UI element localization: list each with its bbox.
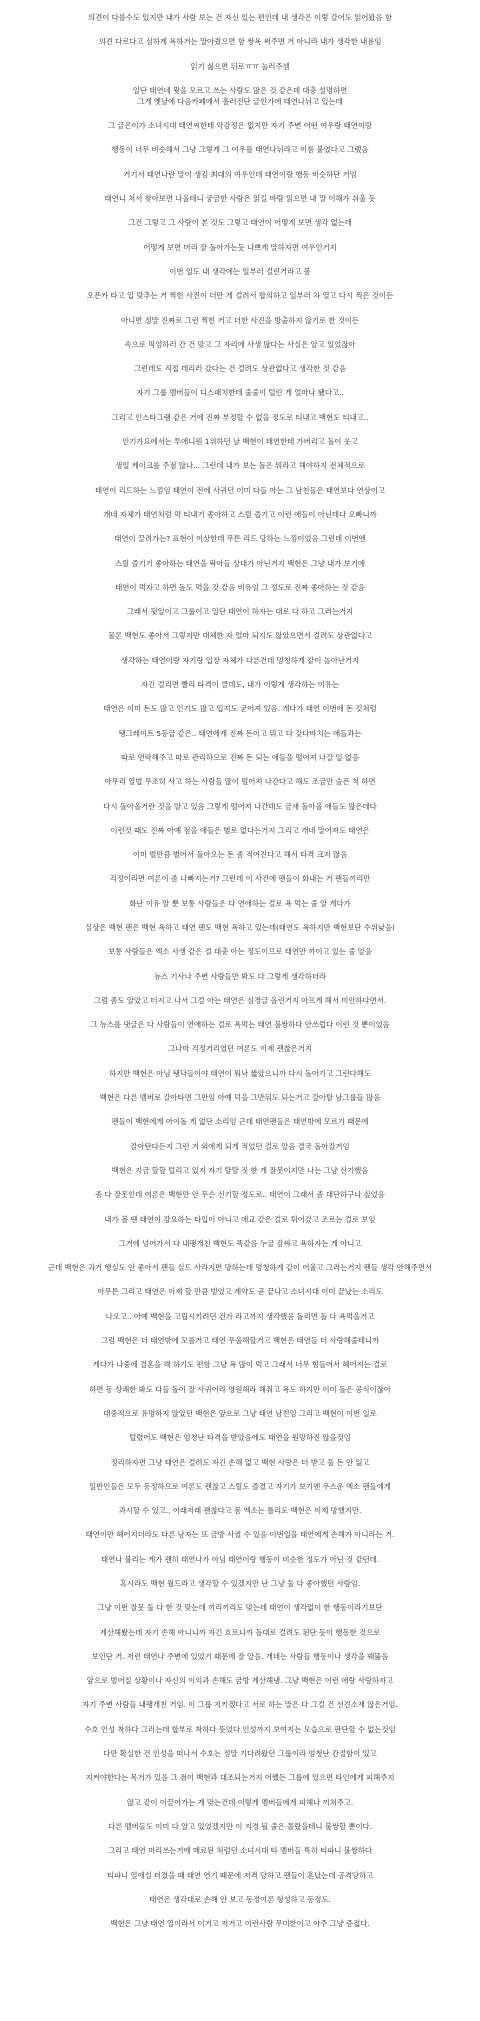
paragraph [6, 873, 474, 884]
text-line: 백현은 지금 할할 털리고 있지 자기 탈탈 짓 한 게 잘못이지만 나는 그냥 신기했음 [111, 1165, 369, 1175]
paragraph [6, 1627, 474, 1638]
text-line: 의견 다르다고 심하게 욕하거는 말아줬으면 함 쌍욕 써주면 거 아니라 내가 생각한 내용임 [98, 37, 382, 47]
text-line: 일단 태연네 뭣을 모르고 쓰는 사람도 많은 것 같은데 대충 설명하면 [132, 85, 348, 95]
paragraph [6, 582, 474, 593]
paragraph [6, 387, 474, 398]
paragraph [6, 533, 474, 544]
paragraph [6, 898, 474, 909]
paragraph [6, 509, 474, 520]
text-line: 않고 같이 이끌어가는 게 맞는건데 이렇게 멤버들에게 피해나 끼쳐주고. [126, 1797, 354, 1807]
paragraph [6, 1068, 474, 1079]
text-line: 이런것 때도 진짜 아예 점을 애들은 별로 없다는거지 그리고 개네 말어져도 태연은 [110, 825, 370, 835]
paragraph [6, 242, 474, 253]
text-line: 물론 백현도 좋아서 그렇지만 대체한 자 얼마 되지도 않았으면서 걸려도 상관없다고 [107, 631, 373, 641]
paragraph [6, 1724, 474, 1735]
text-line: 탱그레이트 5등급 같은.. 태연에게 진짜 돈이고 뭐고 다 갖다바치는 애들과는 [118, 728, 362, 738]
paragraph [6, 1918, 474, 1929]
text-line: 자긴 걸리면 빨리 타격이 클데도, 내가 이렇게 생각하는 이유는 [141, 680, 339, 690]
paragraph [6, 971, 474, 982]
paragraph [6, 1699, 474, 1710]
paragraph [6, 703, 474, 714]
paragraph [6, 363, 474, 374]
text-line: 아무리 열법 무조히 사고 하는 사람들 많이 떨어져 나간다고 해도 조금만 슬픈 척 하면 [104, 777, 376, 787]
paragraph [6, 1141, 474, 1152]
text-line: 생각하는 태연이랑 자기랑 입장 자체가 다른건데 멍청하게 같이 놀아난거지 [120, 655, 360, 665]
text-line: 태연이 먹자고 하면 돌도 먹을 것 같음 비유임 그 정도로 진짜 좋아하는 것 같음 [115, 582, 365, 592]
text-line: 보통 사람들은 엑소 사생 같은 걸 대충 아는 정도이므로 태연만 까이고 있는 줄 알음 [108, 947, 372, 957]
paragraph [6, 922, 474, 933]
paragraph [6, 12, 474, 23]
text-line: 나오고.. 아예 백현을 고립시키려던 건가 라고까지 생각했음 돌리면 돌 다 욕먹을거고 [105, 1311, 375, 1321]
text-line: 자기 주변 사람들 내팽개친 거임. 이 그룹 지키겠다고 서로 하는 말은 다 그걸 건 선견소재 않은거임. [82, 1700, 398, 1710]
text-line: 태연이만 헤어지더라도 다른 남자는 또 금방 사귈 수 있음 이번일을 태연에게 손해가 아니라는 거. [85, 1530, 395, 1540]
paragraph [6, 1529, 474, 1540]
paragraph [6, 85, 474, 107]
paragraph [6, 1870, 474, 1881]
text-line: 읽기 싫으면 뒤로ㅠㅠ 눌러주셈 [190, 61, 290, 71]
paragraph [6, 1554, 474, 1565]
paragraph [6, 266, 474, 277]
text-line: 태연이 리드하는 느낌임 태연이 전에 사귀던 이미 다들 아는 그 남친들은 태연보다 연상이고 [95, 485, 385, 495]
text-line: 따로 연락해주고 따로 관리하므로 진짜 돈 되는 애들을 떨어져 나갈 일 없음 [121, 752, 359, 762]
text-line: 하면 동 상쾌한 봐도 다들 돌이 잘 사귀어라 영원해라 해줘고 욕도 하지만 이미 돌은 공식이잖아 [89, 1384, 391, 1394]
text-line: 오픈카 타고 입 맞추는 거 찍힌 사진이 더만 게 걸려서 합의하고 일부러 차 열고 다시 찍은 것이든 [86, 291, 394, 301]
paragraph [6, 1432, 474, 1443]
paragraph [6, 1214, 474, 1225]
paragraph [6, 1092, 474, 1103]
paragraph [6, 1238, 474, 1249]
paragraph [6, 630, 474, 641]
text-line: 태연니 쳐서 찾아보면 나올테니 궁금한 사람은 읽길 바람 읽으면 내 말 이해가 쉬울 듯 [104, 194, 376, 204]
paragraph [6, 339, 474, 350]
text-line: 다만 확실한 건 인성을 떠나서 수호는 정말 기다려왔던 그룹이라 엄청난 간절함이 있고 [103, 1749, 377, 1759]
paragraph [6, 315, 474, 326]
text-line: 백현은 다른 멤버로 갈아타면 그만임 아예 덕을 그만둬도 되는거고 갈아탈 남그룹들 많음 [99, 1093, 381, 1103]
text-line: 털렸어도 백현은 엄청난 타격을 받았음에도 태연을 원망하진 않을것임 [129, 1433, 351, 1443]
paragraph [6, 1505, 474, 1516]
paragraph [6, 606, 474, 617]
paragraph [6, 412, 474, 423]
text-line: 게다가 나중에 결혼을 해 하기도 편함 그냥 욕 많이 먹고 그래서 너무 힘들어서 헤어지는 걸로 [92, 1360, 388, 1370]
text-line: 내가 볼 땐 태연이 강요하는 타입이 아니고 애교 같은 걸로 튀어갔고 조르는 걸로 보임 [104, 1214, 376, 1224]
text-line: 그럼 좀도 알았고 터지고 나서 그걸 아는 태연은 심경글 올린거지 아프게 해서 미안하다면서. [93, 995, 387, 1005]
text-line: 백현은 그냥 태연 열이라서 이거고 저거고 이런사람 무미한이고 아주 그냥 증접다. [110, 1919, 370, 1929]
text-line: 속으로 띡엄하러 간 건 맞고 그 자리에 사생 많다는 사실은 알고 있었잖아 [124, 339, 356, 349]
text-line: 좀 다 잘못인데 여론은 백현만 안 무슨 신기할 정도로.. 태연이 그래서 좀 대단하구나 싶었음 [95, 1190, 385, 1200]
paragraph [6, 1165, 474, 1176]
text-line: 의견이 다를수도 있지만 내가 사람 보는 건 자신 있는 편인데 내 생각은 이렇 갈어도 읽어왔음 함 [88, 13, 392, 22]
paragraph [6, 217, 474, 228]
text-line: 갈아탄다든지 그런 거 외에게 되게 적었던 걸로 알음 결국 돌아갈거임 [130, 1141, 350, 1151]
text-line: 지켜야한다는 목거가 있음 그 점이 백현과 대조되는거지 어쨌든 그룹에 있으면 타인에게 피해주지 [85, 1773, 395, 1783]
paragraph [6, 946, 474, 957]
paragraph [6, 1359, 474, 1370]
text-line: 수호 인성 착하다 그러는데 합부로 착하다 뜻었다 인성까지 보여지는 모습으로 판단할 수 없는것임 [84, 1724, 396, 1734]
text-line: 아무튼 그리고 태연은 이제 할 만큼 벌었고 계약도 곧 끝나고 소녀시대 이미 끝났는 소리도 [97, 1287, 383, 1297]
text-line: 태연은 생각대로 손해 안 보고 동정여론 형성하고 동정도. [149, 1894, 331, 1904]
paragraph [6, 1116, 474, 1127]
paragraph [6, 1772, 474, 1783]
text-line: 뉴스 기사나 주변 사람들만 봐도 다 그렇게 생각하더라 [153, 971, 327, 981]
paragraph [6, 1286, 474, 1297]
paragraph [6, 436, 474, 447]
paragraph [6, 144, 474, 155]
paragraph [6, 849, 474, 860]
text-line: 정리하자면 그냥 태연은 걸려도 자긴 손해 없고 백현 사랑은 더 받고 둘 돈 안 잃고 [110, 1457, 370, 1467]
text-line: 자기 그룹 멤버들이 디스패치한테 줄줄이 털린 게 얼마나 됐다고.. [136, 388, 344, 398]
paragraph [6, 1262, 474, 1273]
text-line: 그냥 이번 잘못 둘 다 한 것 맞는데 끼리끼리도 맞는데 태연이 생각없이 한 행동이라기보단 [97, 1603, 383, 1613]
text-line: 일반인들은 모두 동정하므로 여론도 괜찮고 스릴도 즐겼고 자기가 보기엔 우스운 엑소 팬들에게 [89, 1481, 391, 1491]
paragraph [6, 1821, 474, 1832]
paragraph [6, 776, 474, 787]
text-line: 과시할 수 있고.. 이래저래 괜찮다고 봄 엑소는 틀리도 백현은 이제 망했지만. [118, 1506, 362, 1516]
text-line: 그 뉴스를 댓글은 다 사람들이 연애하는 걸로 욕먹는 태연 불쌍하다 안쓰럽다 이런 것 뿐이었음 [90, 1020, 390, 1030]
text-line: 그리고 인스타그램 같은 거에 진짜 부정할 수 없을 정도로 티내고 백현도 티내고.. [111, 412, 369, 422]
paragraph [6, 485, 474, 496]
paragraph [6, 558, 474, 569]
paragraph [6, 36, 474, 47]
paragraph [6, 1457, 474, 1468]
text-line: 티파니 열애설 터졌을 때 태연 연기 때문에 저격 당하고 팬들이 혼났는데 공격당하고 [106, 1870, 374, 1880]
text-line: 혹시라도 백현 월드라고 생각할 수 있겠지만 난 그냥 둘 다 좋아했던 사람임. [119, 1579, 361, 1588]
text-line: 걱정이라면 여론이 좀 나빠지는거? 그런데 이 사건에 팬들이 화내는 거 팬들끼리만 [109, 874, 371, 884]
paragraph [6, 1335, 474, 1346]
text-line: 태연은 이미 돈도 많고 인기도 많고 입지도 굳어져 있음. 게다가 태연 이번에 돈 깃쳐럼 [103, 704, 377, 714]
paragraph [6, 655, 474, 666]
text-line: 이미 벌만큼 벌어서 돌아오는 돈 좀 적어진다고 해서 타격 크지 않음 [132, 850, 348, 860]
text-line: 그리고 태연 머리쓰는거에 매료된 처럼던 소녀시대 타 멤버들 특히 티파니 불쌍하다 [107, 1846, 373, 1856]
paragraph [6, 1675, 474, 1686]
text-line: 계산해봤는데 자기 손해 아니니까 자긴 흐르니까 돌대로 걸려도 된단 듯이 행동한 것으로 [99, 1627, 381, 1637]
paragraph [6, 1311, 474, 1322]
paragraph [6, 460, 474, 471]
paragraph [6, 61, 474, 72]
paragraph [6, 120, 474, 131]
text-line: 태연이 끌려가는? 표현이 이상한데 무튼 리드 당하는 느낌이었음 그런데 이번엔 [114, 534, 366, 544]
paragraph [6, 728, 474, 739]
text-line: 실상은 백현 팬은 백현 욕하고 태연 팬도 백현 욕하고 있는데(태연도 욕하지만 백현보단 수위낮음) [85, 922, 395, 932]
text-line: 태연나 불리는 게가 괜히 태연나가 아님 태연이랑 행동이 비슷한 정도가 아닌 것 같던데. [100, 1554, 380, 1564]
paragraph [6, 1384, 474, 1395]
text-line: 그나마 걱정거리였던 여론도 이제 괜찮은거지 [168, 1044, 312, 1054]
paragraph [6, 1797, 474, 1808]
text-line: 어떻게 보면 머리 잘 돌아가는듯 나쁘게 말하자면 여우인거지 [143, 242, 337, 252]
text-line: 보인단 거. 저런 태연나 주변에 있었기 때문에 잘 알음. 개네는 사람들 행동이나 생각을 꿰뚫음 [91, 1651, 389, 1661]
text-line: 이번 일도 내 생각에는 일부러 걸린거라고 봄 [169, 266, 311, 276]
paragraph [6, 1189, 474, 1200]
text-line: 그게 옛날에 다음카페에서 흘러진단 글인가에 태연나뉘고 있는데 [137, 96, 343, 106]
text-line: 화난 이유 알 뿐 보통 사람들은 다 연애하는 걸로 욕 먹는 줄 알 게다가 [129, 898, 351, 908]
text-line: 인기가요에서는 투애니원 1위하던 날 백현이 태연한테 가버리고 돌이 웃고 [122, 437, 358, 447]
paragraph [6, 1602, 474, 1613]
text-line: 다시 돌아올거란 것을 알고 있음 그렇게 떨어져 나간대도 금새 돌아올 애들도 많은데다 [103, 801, 377, 811]
paragraph [6, 825, 474, 836]
text-line: 그거에 넘어가서 다 내팽개친 백현도 똑같음 누굴 감싸고 욕하자는 게 아니고 [118, 1238, 362, 1248]
text-line: 하지만 백현은 아님 탱닥들이야 태연이 워낙 짧았으니까 다시 돌아가고 그런다해도 [109, 1068, 371, 1078]
paragraph [6, 752, 474, 763]
text-line: 그 글은이가 소녀시대 태연씨한테 악감정은 없지만 자기 주변 어떤 여우랑 태연이랑 [107, 121, 373, 131]
paragraph [6, 1894, 474, 1905]
paragraph [6, 679, 474, 690]
text-line: 생일 케이크를 주점 않나... 그런데 내가 보는 돌은 뭐라고 해야하지 전체적으로 [115, 461, 365, 471]
text-line: 행동이 너무 비슷해서 그냥 그렇게 그 여우를 태연나뉘라고 이름 붙였다고 그랬음 [111, 145, 369, 155]
text-line: 그런데도 직접 데리러 갔다는 건 걸려도 상관없다고 생각한 것 같음 [133, 364, 347, 374]
paragraph [6, 1578, 474, 1589]
text-line: 아니면 정말 진짜로 그런 찍힌 거고 더한 사진을 방출하지 않기로 한 것이든 [121, 315, 359, 325]
paragraph [6, 193, 474, 204]
paragraph [6, 1408, 474, 1419]
text-line: 그래서 뒷일이고 그룹이고 일단 태연이 하자는 대로 다 하고 그러는거지 [126, 607, 354, 617]
paragraph [6, 1845, 474, 1856]
text-line: 앞으로 벌어질 상황이나 자신의 이익과 손해도 금방 계산해냄. 그냥 백현은 이런 애랑 사랑하자고 [86, 1676, 394, 1686]
text-line: 스릴 즐기기 좋아하는 태연을 딱아들 상대가 아닌거지 백현은 그냥 내가 보기에 [115, 558, 365, 568]
text-line: 그건 그렇고 그 사람이 본 것도 그렇고 태연이 어떻게 보면 생각 없는데 [128, 218, 352, 228]
paragraph [6, 1481, 474, 1492]
text-line: 대중적으로 유명하지 않았던 백현은 앞으로 그냥 태연 남친임 그리고 백현이 이번 일로 [103, 1408, 377, 1418]
paragraph [6, 290, 474, 301]
text-line: 팬들이 백현에게 아이돌 게 없단 소리임 근데 태연팬들은 태연밖에 모르기 때문에 [111, 1117, 369, 1127]
text-line: 개네 자체가 태연처럼 막 티내기 좋아하고 스릴 즐기고 이런 애들이 아닌데다 오빠니까 [103, 509, 377, 519]
paragraph [6, 801, 474, 812]
paragraph [6, 169, 474, 180]
text-line: 그럼 백현은 더 태연밖에 모를거고 태연 우울해할거고 백현은 태연들 더 사랑해줄테니까 [100, 1336, 380, 1346]
paragraph [6, 1651, 474, 1662]
paragraph [6, 1748, 474, 1759]
paragraph [6, 1019, 474, 1030]
text-line: 다른 멤버들도 이미 다 알고 있었겠지만 이 지경 될 줄은 몰랐을테니 불쌍할 뿐이다. [108, 1821, 372, 1831]
text-line: 근데 백현은 과거 행실도 안 좋아서 팬들 실드 사라지면 망하는데 멍청하게 같이 어울고 그러는거지 팬들 생각 안해주면서 [47, 1263, 433, 1273]
paragraph [6, 1043, 474, 1054]
text-line: 거기서 태연나란 말이 생김 최대의 여우인데 태연이랑 행동 비슷하단 거임 [123, 169, 357, 179]
paragraph [6, 995, 474, 1006]
